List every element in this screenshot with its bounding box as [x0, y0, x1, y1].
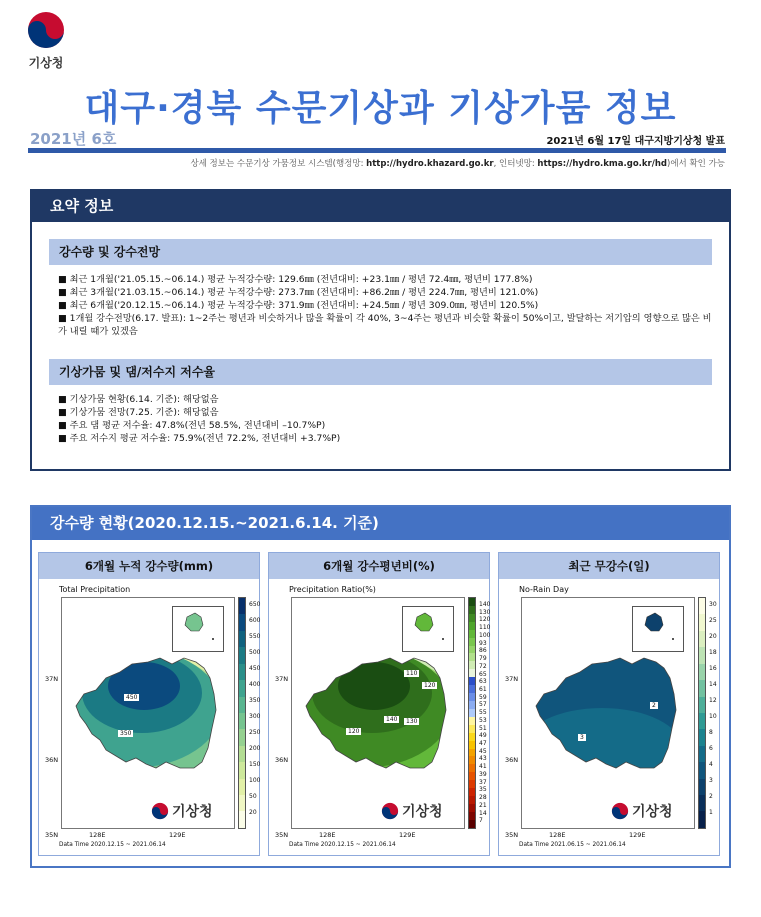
colorbar-segment [699, 746, 705, 762]
colorbar-segment [469, 685, 475, 693]
latitude-label: 36N [45, 756, 59, 764]
list-item: ■ 최근 1개월('21.05.15.~06.14.) 평균 누적강수량: 129.6㎜ (전년대비: +23.1㎜ / 평년 72.4㎜, 평년비 177.8%) [58, 274, 533, 285]
colorbar-tick: 110 [479, 624, 491, 632]
colorbar-tick: 8 [709, 729, 713, 736]
colorbar-labels [479, 597, 493, 829]
colorbar-tick: 3 [709, 777, 713, 784]
longitude-label: 128E [549, 831, 566, 839]
colorbar-segment [469, 717, 475, 725]
colorbar [468, 597, 476, 829]
colorbar-tick: 45 [479, 747, 487, 755]
colorbar-segment [469, 796, 475, 804]
colorbar-segment [469, 701, 475, 709]
latitude-label: 36N [275, 756, 289, 764]
colorbar-tick: 650 [249, 601, 261, 608]
colorbar-segment [469, 725, 475, 733]
panel-title: 6개월 강수평년비(%) [269, 553, 489, 579]
colorbar-segment [699, 713, 705, 729]
colorbar [238, 597, 246, 829]
kma-watermark [611, 801, 673, 821]
colorbar-tick: 6 [709, 745, 713, 752]
contour-label: 350 [120, 730, 132, 737]
colorbar-tick: 41 [479, 763, 487, 771]
colorbar-segment [469, 780, 475, 788]
watermark-text: 기상청 [402, 804, 443, 820]
colorbar-tick: 49 [479, 732, 487, 740]
colorbar-tick: 10 [709, 713, 717, 720]
colorbar-labels [249, 597, 263, 829]
colorbar-tick: 14 [709, 681, 717, 688]
colorbar-segment [469, 606, 475, 614]
latitude-label: 37N [505, 675, 519, 683]
colorbar-tick: 100 [249, 777, 261, 784]
colorbar-segment [699, 614, 705, 630]
publish-info: 2021년 6월 17일 대구지방기상청 발표 [546, 136, 725, 147]
colorbar-segment [469, 653, 475, 661]
detail-mid: , 인터넷망: [493, 159, 538, 169]
contour-band [338, 662, 410, 710]
colorbar-segment [239, 631, 245, 647]
colorbar-segment [239, 795, 245, 811]
issue-number: 2021년 6호 [30, 130, 117, 148]
colorbar-tick: 7 [479, 817, 483, 825]
colorbar-tick: 120 [479, 616, 491, 624]
latitude-label: 35N [275, 831, 289, 839]
kma-watermark [381, 801, 443, 821]
contour-label: 3 [580, 734, 584, 741]
colorbar-tick: 50 [249, 793, 257, 800]
longitude-label: 129E [629, 831, 646, 839]
inset-map [402, 606, 454, 652]
colorbar-segment [699, 631, 705, 647]
taegeuk-watermark-icon [611, 802, 629, 820]
colorbar-segment [469, 764, 475, 772]
latitude-label: 35N [505, 831, 519, 839]
kma-logo [24, 10, 68, 71]
inset-map [172, 606, 224, 652]
rain-list [58, 273, 718, 338]
latitude-label: 35N [45, 831, 59, 839]
map-subtitle: Precipitation Ratio(%) [289, 585, 376, 594]
data-time: Data Time 2020.12.15 ~ 2021.06.14 [289, 842, 396, 848]
colorbar-tick: 150 [249, 761, 261, 768]
precipitation-section [30, 505, 731, 868]
colorbar-segment [699, 647, 705, 663]
colorbar-tick: 65 [479, 670, 487, 678]
colorbar-segment [469, 598, 475, 606]
contour-band [522, 708, 682, 788]
colorbar-segment [239, 746, 245, 762]
colorbar-segment [239, 664, 245, 680]
colorbar-segment [699, 664, 705, 680]
colorbar-segment [239, 598, 245, 614]
colorbar-tick: 57 [479, 701, 487, 709]
colorbar-segment [239, 811, 245, 827]
internet-url-link[interactable]: https://hydro.kma.go.kr/hd [537, 159, 667, 169]
colorbar-segment [469, 749, 475, 757]
panel-no-rain-day [498, 552, 720, 856]
colorbar-tick: 35 [479, 786, 487, 794]
contour-label: 110 [406, 670, 418, 677]
longitude-label: 129E [169, 831, 186, 839]
colorbar-tick: 21 [479, 801, 487, 809]
summary-box [30, 189, 731, 471]
latitude-label: 36N [505, 756, 519, 764]
colorbar-segment [469, 812, 475, 820]
admin-url-link[interactable]: http://hydro.khazard.go.kr [366, 159, 494, 169]
panel-precipitation-ratio [268, 552, 490, 856]
colorbar-segment [239, 713, 245, 729]
kma-watermark [151, 801, 213, 821]
island-icon [403, 607, 453, 651]
panel-title: 6개월 누적 강수량(mm) [39, 553, 259, 579]
colorbar-segment [699, 598, 705, 614]
summary-heading: 요약 정보 [32, 191, 729, 222]
colorbar-segment [239, 762, 245, 778]
map-frame [291, 597, 465, 829]
colorbar-segment [469, 709, 475, 717]
list-item: ■ 주요 댐 평균 저수율: 47.8%(전년 58.5%, 전년대비 –10.7%P) [58, 420, 326, 431]
colorbar-segment [469, 693, 475, 701]
colorbar-tick: 1 [709, 809, 713, 816]
detail-info [190, 157, 725, 169]
contour-label: 120 [348, 728, 360, 735]
contour-label: 130 [406, 718, 418, 725]
colorbar-tick: 59 [479, 693, 487, 701]
colorbar-tick: 14 [479, 809, 487, 817]
colorbar-segment [469, 772, 475, 780]
colorbar-tick: 200 [249, 745, 261, 752]
contour-label: 140 [386, 716, 398, 723]
page-title: 대구·경북 수문기상과 기상가뭄 정보 [84, 88, 677, 129]
colorbar-tick: 30 [709, 601, 717, 608]
colorbar-segment [239, 614, 245, 630]
colorbar [698, 597, 706, 829]
colorbar-tick: 550 [249, 633, 261, 640]
island-icon [173, 607, 223, 651]
map-frame [521, 597, 695, 829]
map-subtitle: No-Rain Day [519, 585, 569, 594]
longitude-label: 128E [319, 831, 336, 839]
list-item: ■ 최근 6개월('20.12.15.~06.14.) 평균 누적강수량: 371.9㎜ (전년대비: +24.5㎜ / 평년 309.0㎜, 평년비 120.5%) [58, 300, 539, 311]
colorbar-segment [469, 741, 475, 749]
colorbar-segment [699, 795, 705, 811]
colorbar-tick: 28 [479, 794, 487, 802]
longitude-label: 128E [89, 831, 106, 839]
map-frame [61, 597, 235, 829]
precipitation-heading: 강수량 현황(2020.12.15.~2021.6.14. 기준) [32, 507, 729, 540]
colorbar-segment [699, 680, 705, 696]
colorbar-segment [699, 697, 705, 713]
drought-list [58, 393, 718, 445]
colorbar-tick: 79 [479, 655, 487, 663]
colorbar-tick: 72 [479, 662, 487, 670]
colorbar-tick: 86 [479, 647, 487, 655]
list-item: ■ 최근 3개월('21.03.15.~06.14.) 평균 누적강수량: 273.7㎜ (전년대비: +86.2㎜ / 평년 224.7㎜, 평년비 121.0%) [58, 287, 539, 298]
colorbar-tick: 55 [479, 709, 487, 717]
colorbar-tick: 140 [479, 601, 491, 608]
colorbar-segment [469, 661, 475, 669]
colorbar-tick: 47 [479, 740, 487, 748]
list-item: ■ 기상가뭄 현황(6.14. 기준): 해당없음 [58, 394, 219, 405]
colorbar-tick: 400 [249, 681, 261, 688]
colorbar-tick: 300 [249, 713, 261, 720]
colorbar-segment [699, 762, 705, 778]
colorbar-tick: 20 [249, 809, 257, 816]
colorbar-segment [239, 697, 245, 713]
colorbar-segment [239, 680, 245, 696]
colorbar-tick: 63 [479, 678, 487, 686]
colorbar-tick: 43 [479, 755, 487, 763]
watermark-text: 기상청 [172, 804, 213, 820]
map-subtitle: Total Precipitation [59, 585, 131, 594]
colorbar-segment [469, 638, 475, 646]
colorbar-tick: 250 [249, 729, 261, 736]
colorbar-tick: 350 [249, 697, 261, 704]
colorbar-segment [239, 729, 245, 745]
taegeuk-watermark-icon [381, 802, 399, 820]
colorbar-segment [239, 647, 245, 663]
colorbar-tick: 93 [479, 639, 487, 647]
colorbar-labels [709, 597, 723, 829]
contour-label: 450 [126, 694, 138, 701]
colorbar-tick: 12 [709, 697, 717, 704]
colorbar-tick: 39 [479, 770, 487, 778]
colorbar-segment [469, 614, 475, 622]
colorbar-tick: 25 [709, 617, 717, 624]
colorbar-segment [469, 756, 475, 764]
colorbar-segment [699, 811, 705, 827]
colorbar-tick: 53 [479, 716, 487, 724]
detail-pre: 상세 정보는 수문기상 가뭄정보 시스템(행정망: [190, 159, 367, 169]
colorbar-tick: 450 [249, 665, 261, 672]
inset-map [632, 606, 684, 652]
colorbar-tick: 18 [709, 649, 717, 656]
contour-label: 2 [652, 702, 656, 709]
panel-title: 최근 무강수(일) [499, 553, 719, 579]
taegeuk-watermark-icon [151, 802, 169, 820]
colorbar-tick: 130 [479, 608, 491, 616]
colorbar-tick: 37 [479, 778, 487, 786]
title-divider [28, 148, 726, 153]
colorbar-tick: 61 [479, 685, 487, 693]
colorbar-segment [239, 779, 245, 795]
panel-total-precipitation [38, 552, 260, 856]
colorbar-segment [699, 729, 705, 745]
contour-band [108, 662, 180, 710]
latitude-label: 37N [275, 675, 289, 683]
data-time: Data Time 2021.06.15 ~ 2021.06.14 [519, 842, 626, 848]
colorbar-segment [469, 677, 475, 685]
colorbar-segment [469, 646, 475, 654]
colorbar-segment [469, 622, 475, 630]
colorbar-tick: 51 [479, 724, 487, 732]
rain-subheading: 강수량 및 강수전망 [49, 239, 712, 265]
colorbar-tick: 2 [709, 793, 713, 800]
colorbar-segment [469, 630, 475, 638]
contour-label: 120 [424, 682, 436, 689]
detail-post: )에서 확인 가능 [667, 159, 725, 169]
colorbar-segment [469, 788, 475, 796]
list-item: ■ 기상가뭄 전망(7.25. 기준): 해당없음 [58, 407, 219, 418]
colorbar-segment [469, 669, 475, 677]
colorbar-tick: 4 [709, 761, 713, 768]
watermark-text: 기상청 [632, 804, 673, 820]
colorbar-segment [469, 804, 475, 812]
colorbar-tick: 100 [479, 631, 491, 639]
logo-text: 기상청 [28, 56, 64, 70]
colorbar-tick: 600 [249, 617, 261, 624]
colorbar-tick: 20 [709, 633, 717, 640]
longitude-label: 129E [399, 831, 416, 839]
colorbar-segment [469, 820, 475, 828]
colorbar-tick: 16 [709, 665, 717, 672]
drought-subheading: 기상가뭄 및 댐/저수지 저수율 [49, 359, 712, 385]
colorbar-segment [469, 733, 475, 741]
taegeuk-logo-icon [26, 10, 66, 50]
latitude-label: 37N [45, 675, 59, 683]
colorbar-tick: 500 [249, 649, 261, 656]
list-item: ■ 주요 저수지 평균 저수율: 75.9%(전년 72.2%, 전년대비 +3.7%P) [58, 433, 341, 444]
colorbar-segment [699, 779, 705, 795]
data-time: Data Time 2020.12.15 ~ 2021.06.14 [59, 842, 166, 848]
island-icon [633, 607, 683, 651]
list-item: ■ 1개월 강수전망(6.17. 발표): 1~2주는 평년과 비슷하거나 많을 확률이 각 40%, 3~4주는 평년과 비슷할 확률이 50%이고, 발달하는 저기압의 영향으로 많은 비가 내릴 때가 있겠음 [58, 313, 712, 337]
